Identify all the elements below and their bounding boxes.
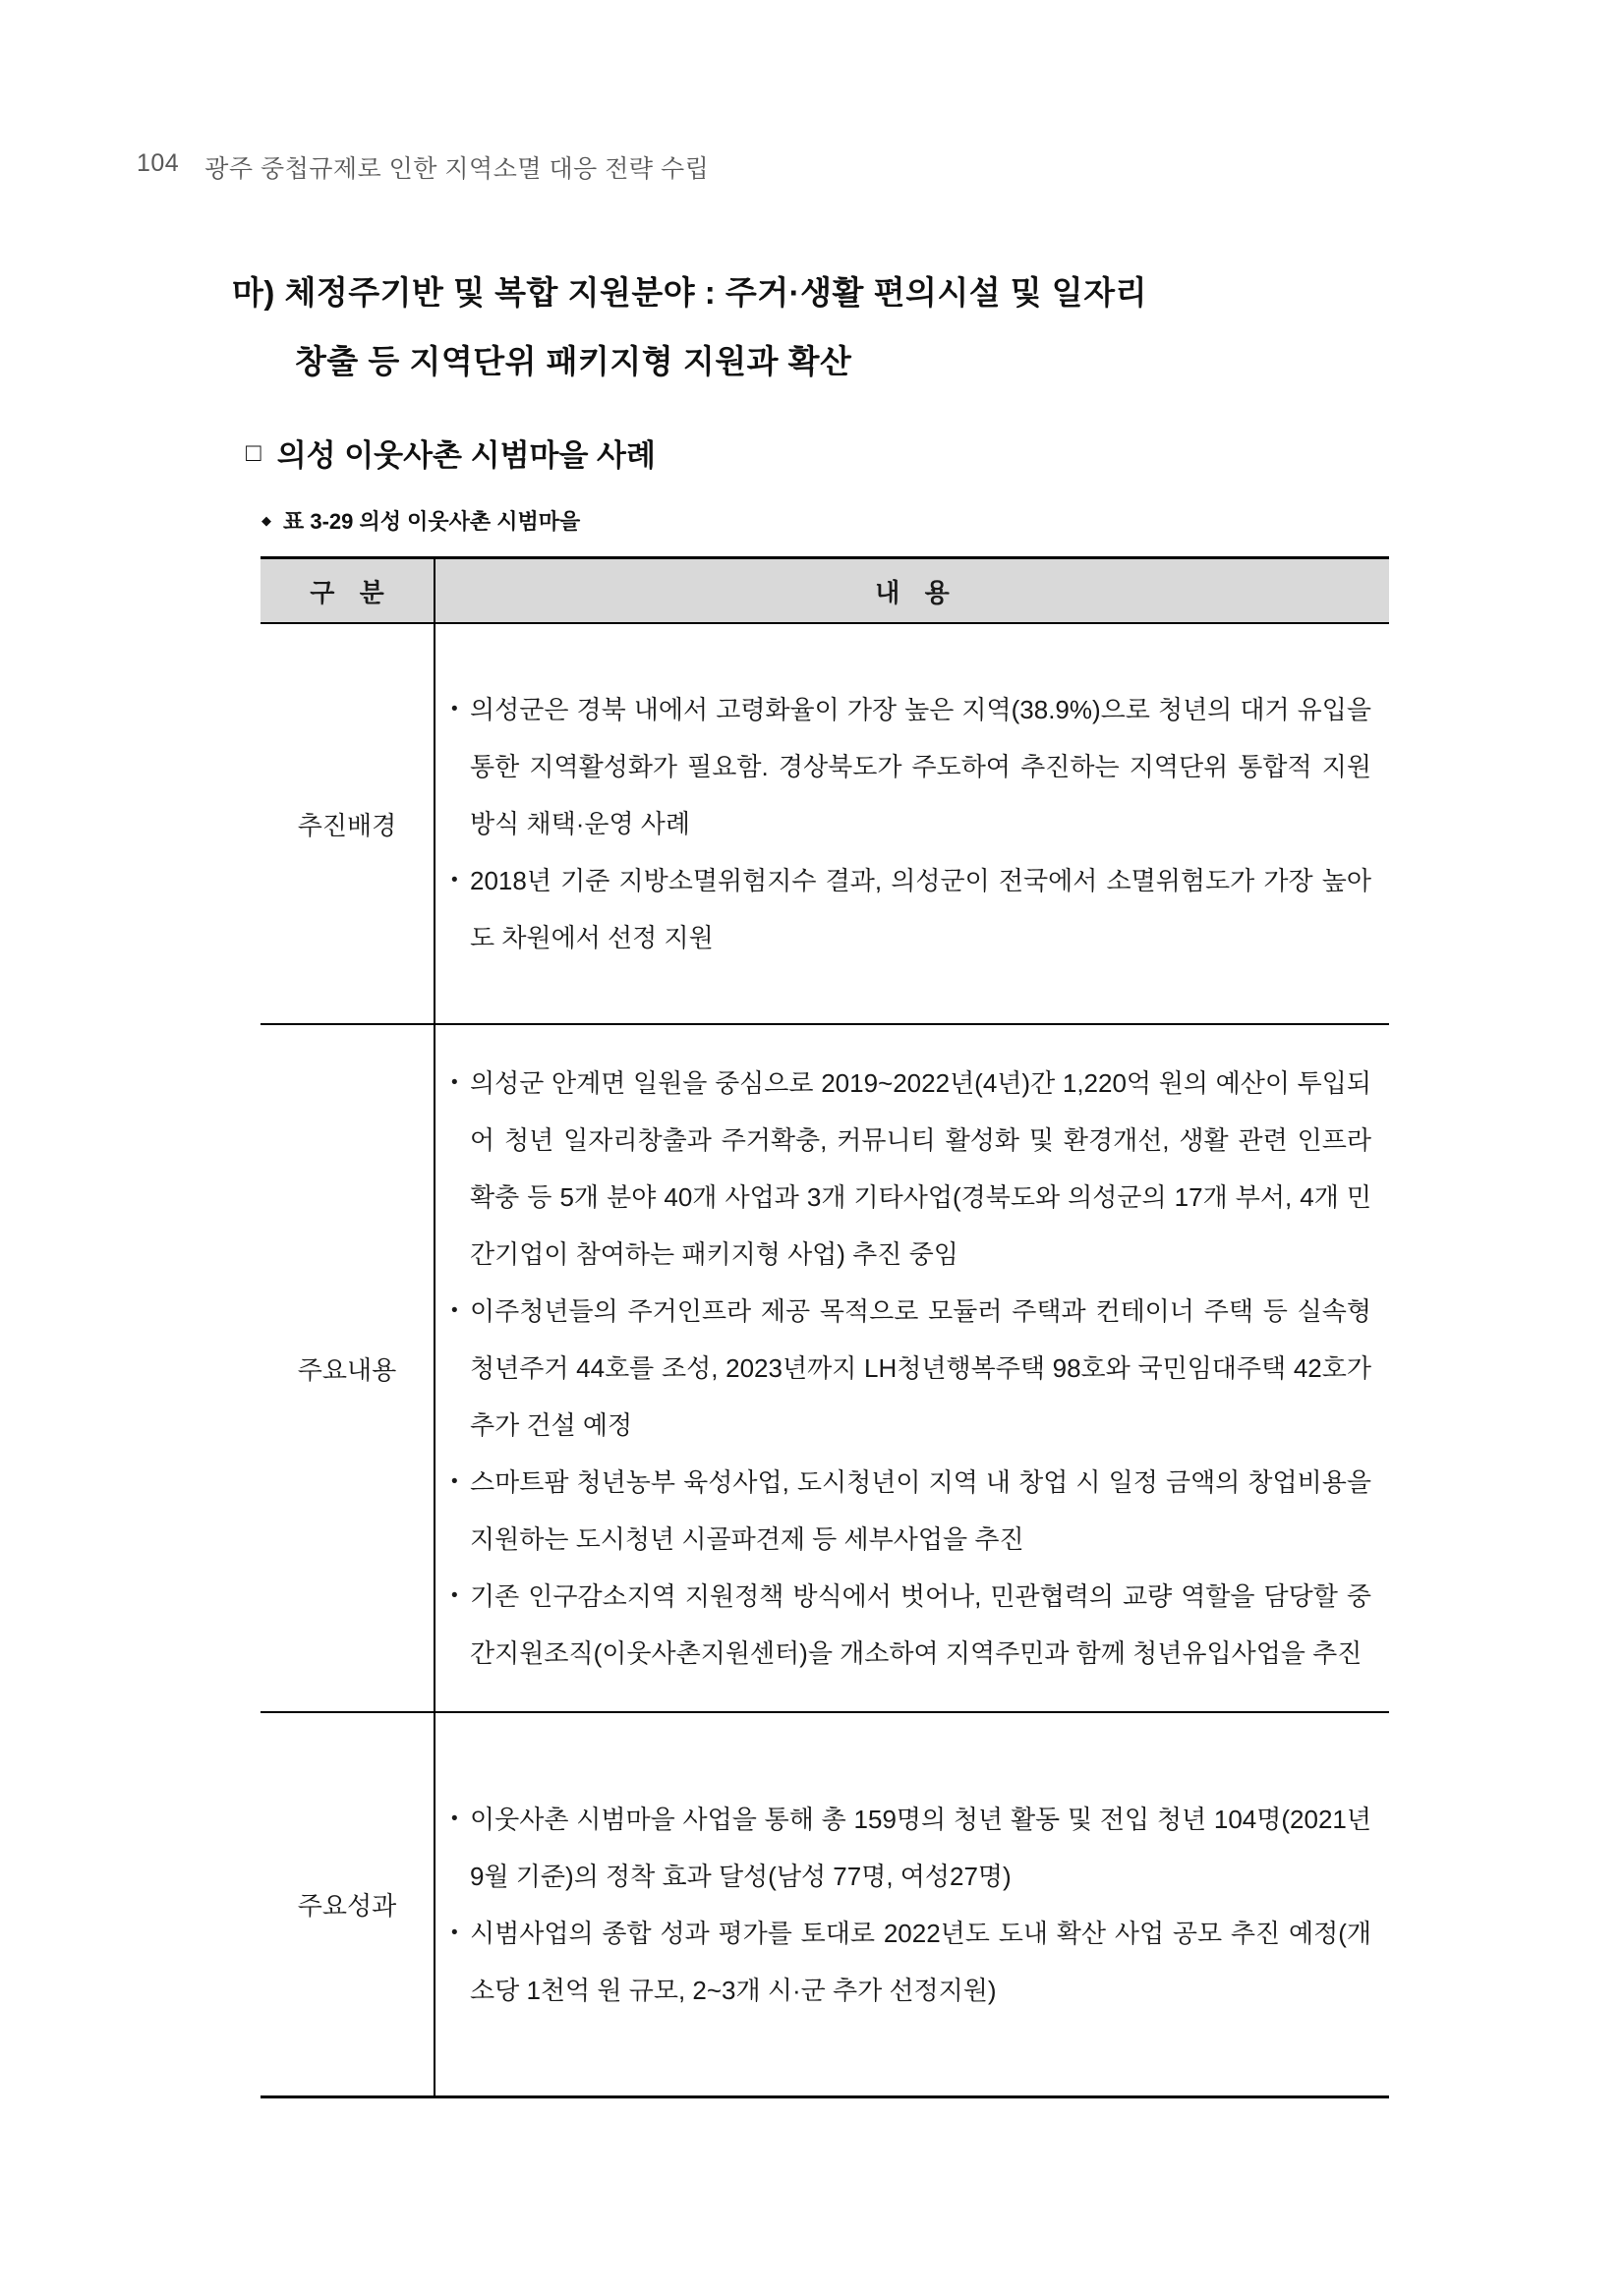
- row-label: 주요성과: [261, 1713, 435, 2095]
- row-label: 추진배경: [261, 624, 435, 1023]
- bullet-icon: •: [451, 1300, 458, 1321]
- bullet-icon: •: [451, 1808, 458, 1829]
- row-content: [435, 1025, 1389, 1711]
- list-item-text: 의성군 안계면 일원을 중심으로 2019~2022년(4년)간 1,220억 원의 예산이 투입되어 청년 일자리창출과 주거확충, 커뮤니티 활성화 및 환경개선, 생활 관련 인프라 확충 등 5개 분야 40개 사업과 3개 기타사업(경북도와 의성군의 17개 부서, 4개 민간기업이 참여하는 패키지형 사업) 추진 중임: [470, 1068, 1371, 1269]
- list-item-text: 기존 인구감소지역 지원정책 방식에서 벗어나, 민관협력의 교량 역할을 담당할 중간지원조직(이웃사촌지원센터)을 개소하여 지역주민과 함께 청년유입사업을 추진: [470, 1581, 1371, 1668]
- list-item-text: 의성군은 경북 내에서 고령화율이 가장 높은 지역(38.9%)으로 청년의 대거 유입을 통한 지역활성화가 필요함. 경상북도가 주도하여 추진하는 지역단위 통합적 지원방식 채택·운영 사례: [470, 695, 1371, 838]
- subsection-heading: [246, 430, 656, 475]
- row-content: [435, 624, 1389, 1023]
- list-item: [449, 1791, 1371, 1905]
- square-bullet-icon: □: [246, 436, 261, 467]
- list-item-text: 시범사업의 종합 성과 평가를 토대로 2022년도 도내 확산 사업 공모 추진 예정(개소당 1천억 원 규모, 2~3개 시·군 추가 선정지원): [470, 1918, 1371, 2005]
- bullet-icon: •: [451, 870, 458, 890]
- bullet-icon: •: [451, 699, 458, 719]
- table-row-results: [261, 1713, 1389, 2095]
- bullet-icon: •: [451, 1471, 458, 1492]
- table-row-background: [261, 624, 1389, 1025]
- list-item: [449, 1568, 1371, 1682]
- running-head: [137, 149, 709, 185]
- section-heading-text: 체정주기반 및 복합 지원분야 : 주거·생활 편의시설 및 일자리: [284, 274, 1147, 311]
- section-heading-line2: 창출 등 지역단위 패키지형 지원과 확산: [295, 343, 852, 379]
- list-item: [449, 1905, 1371, 2019]
- table-header-content: 내 용: [875, 577, 950, 607]
- table-caption: [261, 505, 580, 536]
- list-item-text: 2018년 기준 지방소멸위험지수 결과, 의성군이 전국에서 소멸위험도가 가장 높아 도 차원에서 선정 지원: [470, 866, 1371, 952]
- table-header-row: [261, 559, 1389, 624]
- bullet-icon: •: [451, 1922, 458, 1943]
- table-row-main-content: [261, 1025, 1389, 1713]
- section-heading: [232, 258, 1304, 396]
- list-item-text: 이주청년들의 주거인프라 제공 목적으로 모듈러 주택과 컨테이너 주택 등 실속형 청년주거 44호를 조성, 2023년까지 LH청년행복주택 98호와 국민임대주택 42호가 추가 건설 예정: [470, 1296, 1371, 1440]
- diamond-bullet-icon: ◆: [261, 513, 271, 528]
- list-item: [449, 681, 1371, 852]
- section-heading-line1: [232, 258, 1304, 327]
- table-caption-text: 표 3-29 의성 이웃사촌 시범마을: [283, 509, 581, 534]
- content-table: [261, 556, 1389, 2098]
- list-item: [449, 1055, 1371, 1283]
- bullet-icon: •: [451, 1072, 458, 1093]
- bullet-icon: •: [451, 1585, 458, 1606]
- running-head-title: 광주 중첩규제로 인한 지역소멸 대응 전략 수립: [204, 155, 710, 183]
- section-heading-prefix: 마): [232, 274, 275, 311]
- list-item-text: 이웃사촌 시범마을 사업을 통해 총 159명의 청년 활동 및 전입 청년 104명(2021년 9월 기준)의 정착 효과 달성(남성 77명, 여성27명): [470, 1804, 1371, 1891]
- row-content: [435, 1713, 1389, 2095]
- row-label: 주요내용: [261, 1025, 435, 1711]
- list-item-text: 스마트팜 청년농부 육성사업, 도시청년이 지역 내 창업 시 일정 금액의 창업비용을 지원하는 도시청년 시골파견제 등 세부사업을 추진: [470, 1467, 1371, 1554]
- list-item: [449, 1454, 1371, 1568]
- table-header-category: 구 분: [261, 559, 435, 622]
- subsection-heading-text: 의성 이웃사촌 시범마을 사례: [276, 438, 656, 473]
- list-item: [449, 852, 1371, 966]
- list-item: [449, 1283, 1371, 1454]
- page-number: 104: [137, 149, 180, 177]
